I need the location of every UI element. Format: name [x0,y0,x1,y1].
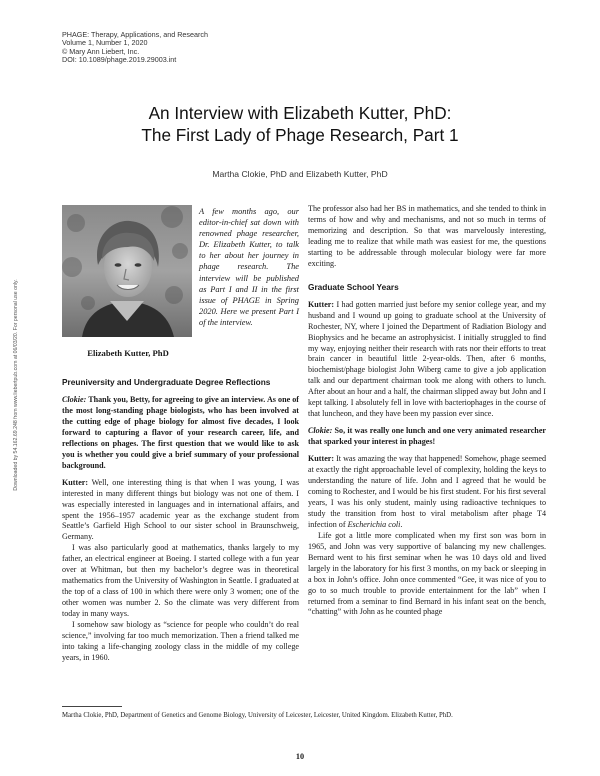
answer-1 [62,478,299,544]
a2-text: I had gotten married just before my senior college year, and my husband and I wound up going to graduate school at the University of Rochester, NY, where I joined the Department of Radiation Biology and Biophysics and he became an astrophysicist. I initially struggled to find my way, enjoying neither their research with rats nor their efforts to treat brain cancer in beautiful little 2-year-olds. Then, after 6 months, biochemist/phage biologist John Wiberg came to give a job application talk and our department chairman took me along with others to lunch. After about an hour and a half, the chairman slipped away but John and I kept talking. I absolutely fell in love with bacteriophages in the course of that luncheon, and they have been my passion ever since. [308,299,546,419]
a3-species: Escherichia coli [347,519,401,529]
photo-caption: Elizabeth Kutter, PhD [87,348,169,358]
paragraph-mathematics: I was also particularly good at mathematics, thanks largely to my father, an electrical engineer at Boeing. I started college with a fun year over at Whitman, but then my bachelor’s degree was in theoretical mathematics from the University of Washington in Seattle. I graduated at the top of a class of 100 in which there were only 3 women; one of the other women was number 2. So the climate was very different from today in many ways. [62,543,299,619]
author-line: Martha Clokie, PhD and Elizabeth Kutter, PhD [212,169,388,179]
paragraph-first-son: Life got a little more complicated when my first son was born in 1965, and John was very supportive of balancing my new challenges. Bernard went to his first seminar when he was 10 days old and lived largely in the laboratory for his first 3 months, on my back or sleeping in a box in John’s office. John once commented “Gee, it was nice of you to go to so much trouble to provide entertainment for the lab” when I returned from a seminar to find Bernard in his infant seat on the bench, “chatting” with John as he counted phage [308,530,546,617]
a2-speaker: Kutter: [308,299,335,309]
answer-2 [308,300,546,420]
journal-volume: Volume 1, Number 1, 2020 [62,38,148,48]
question-2 [308,426,546,448]
left-column [62,377,299,664]
right-column [308,204,546,618]
journal-name: PHAGE: Therapy, Applications, and Research [62,30,208,39]
affiliation-footnote: Martha Clokie, PhD, Department of Genetics and Genome Biology, University of Leicester, Leicester, United Kingdom. Elizabeth Kutter, PhD. [62,712,453,719]
a1-speaker: Kutter: [62,477,89,487]
journal-header [62,31,208,65]
question-1 [62,395,299,472]
a3-text: It was amazing the way that happened! Somehow, phage seemed at exactly the right approachable level of complexity, holding the keys to understanding the nature of life. John and I agreed that he would be coming to Rochester, and I would be his first student. For his first several years, I was his only student, mainly using radioactive techniques to study the transition from host to viral metabolism after phage T4 infection of [308,454,546,529]
answer-3 [308,454,546,531]
download-note-text: Downloaded by 54.162.69.248 from www.liebertpub.com at 06/03/20. For personal use only. [13,279,19,491]
download-note [6,232,18,552]
q2-text: So, it was really one lunch and one very animated researcher that sparked your interest in phages! [308,426,546,447]
paragraph-professor: The professor also had her BS in mathematics, and she tended to think in terms of how and why and mechanisms, and not so much in terms of memorizing and description. So that was marvelously interesting, leading me to realize that while math was easiest for me, the questions starting to be addressable through molecular biology were far more exciting. [308,204,546,268]
journal-doi: DOI: 10.1089/phage.2019.29003.int [62,55,177,65]
section-heading-preuniversity: Preuniversity and Undergraduate Degree Reflections [62,377,271,387]
footnote-divider [62,706,122,707]
a3-end: . [400,519,403,529]
section-heading-graduate: Graduate School Years [308,281,399,292]
intro-paragraph: A few months ago, our editor-in-chief sat down with renowned phage researcher, Dr. Elizabeth Kutter, to talk to her about her journey in phage research. The interview will be published as Part I and II in the first issue of PHAGE in Spring 2020. Here we present Part I of the interview. [199,207,299,327]
article-title [40,102,560,146]
a1-text: Well, one interesting thing is that when I was young, I was interested in many different things but biology was not one of them. I was especially interested in languages and in international affairs, and spent the 1956–1957 academic year as the exchange student from Seattle’s Garfield High School to our sister school in Braunschweig, Germany. [62,477,299,542]
q1-text: Thank you, Betty, for agreeing to give an interview. As one of the most long-standing phage biologists, who has been involved at the cutting edge of phage biology for almost five decades, I look forward to capturing a flavor of your research career, life, and reflections on phages. The first question that we would like to ask you is whether you could give a brief summary of your professional background. [62,395,299,470]
q2-speaker: Clokie: [308,426,333,436]
q1-speaker: Clokie: [62,395,87,404]
journal-copyright: © Mary Ann Liebert, Inc. [62,46,140,56]
title-line-1: An Interview with Elizabeth Kutter, PhD: [148,103,452,123]
portrait-photo [62,205,192,337]
paragraph-biology: I somehow saw biology as “science for people who couldn’t do real science,” involving far too much memorization. Then a friend talked me into taking a life-changing zoology class in the middle of my college years, in 1960. [62,620,299,662]
title-line-2: The First Lady of Phage Research, Part 1 [141,125,459,145]
page-number: 10 [295,752,305,761]
a3-speaker: Kutter: [308,454,335,464]
